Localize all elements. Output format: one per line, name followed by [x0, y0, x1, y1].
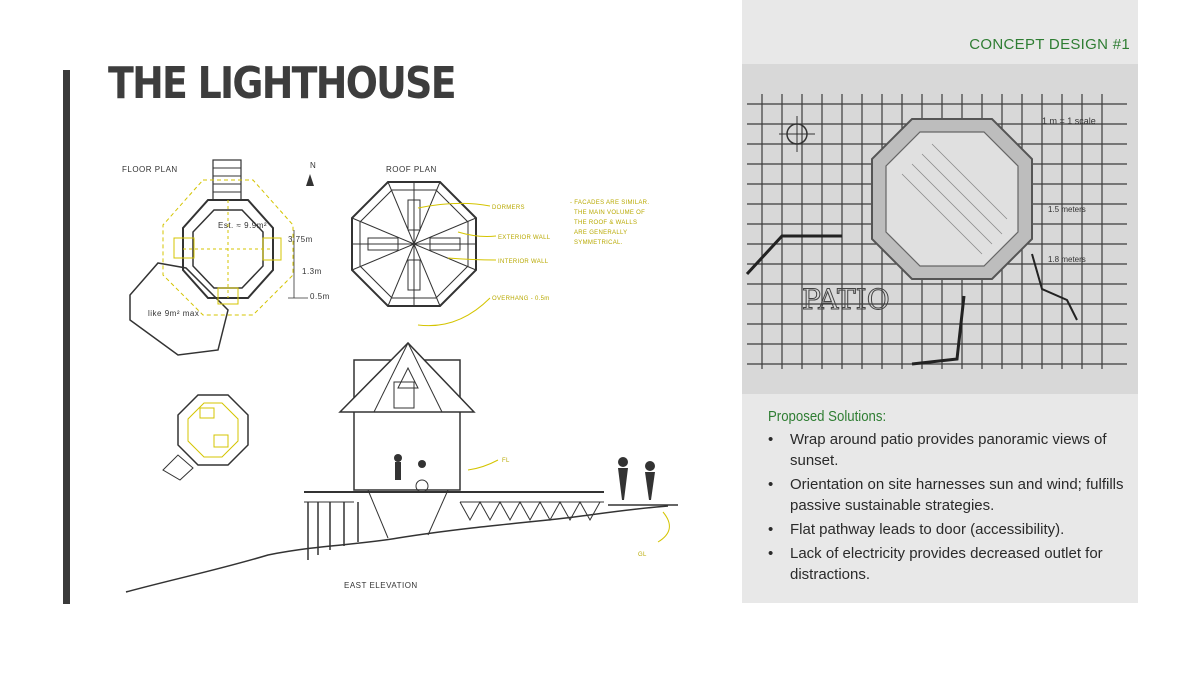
slide-title: THE LIGHTHOUSE: [108, 58, 455, 109]
dimension-2: 1.3m: [302, 267, 322, 276]
floor-area-label: Est. ≈ 9.9m²: [218, 221, 268, 230]
solutions-heading: Proposed Solutions:: [768, 408, 887, 425]
deck-area-label: like 9m² max: [148, 309, 200, 318]
bullet-icon: •: [768, 521, 774, 538]
solution-item: [768, 543, 1128, 585]
grid-paper-sketch: [742, 64, 1138, 394]
floor-level-label: FL: [502, 458, 510, 464]
east-elevation-sketch: [126, 343, 678, 592]
roof-note-dormers: DORMERS: [492, 205, 525, 211]
concept-sketches: [118, 150, 698, 610]
solution-item: [768, 429, 1128, 471]
facade-note-line-2: THE MAIN VOLUME OF: [574, 210, 646, 216]
floor-plan-label: FLOOR PLAN: [122, 165, 178, 174]
roof-note-overhang: OVERHANG - 0.5m: [492, 296, 550, 302]
solution-text: Wrap around patio provides panoramic views of sunset.: [790, 431, 1107, 469]
roof-note-exterior-wall: EXTERIOR WALL: [498, 235, 551, 241]
facade-note-line-3: THE ROOF & WALLS: [574, 220, 638, 226]
solution-item: [768, 474, 1128, 516]
north-arrow-icon: [306, 174, 314, 186]
roof-plan-label: ROOF PLAN: [386, 165, 437, 174]
concept-panel: [742, 0, 1138, 603]
facade-note-line-1: - FACADES ARE SIMILAR.: [570, 200, 650, 206]
bullet-icon: •: [768, 431, 774, 448]
facade-note-line-4: ARE GENERALLY: [574, 230, 628, 236]
small-plan-sketch: [163, 395, 248, 480]
dimension-1: 3.75m: [288, 235, 313, 244]
solution-item: [768, 519, 1128, 540]
east-elevation-label: EAST ELEVATION: [344, 581, 418, 590]
roof-plan-sketch: [352, 165, 649, 326]
grid-scale-note: 1 m = 1 scale: [1042, 116, 1096, 126]
grid-dimension-a: 1.5 meters: [1048, 205, 1086, 214]
roof-note-interior-wall: INTERIOR WALL: [498, 259, 549, 265]
grid-dimension-b: 1.8 meters: [1048, 255, 1086, 264]
patio-label: PATIO: [802, 283, 890, 316]
floor-plan-sketch: [122, 160, 330, 355]
solution-text: Orientation on site harnesses sun and wind; fulfills passive sustainable strategies.: [790, 476, 1124, 514]
bullet-icon: •: [768, 476, 774, 493]
solutions-list: [768, 429, 1128, 585]
solution-text: Lack of electricity provides decreased outlet for distractions.: [790, 545, 1103, 583]
north-label: N: [310, 161, 317, 170]
proposed-solutions: [768, 408, 1128, 588]
concept-design-label: CONCEPT DESIGN #1: [969, 36, 1130, 53]
title-accent-bar: [63, 70, 70, 604]
ground-level-label: GL: [638, 552, 647, 558]
solution-text: Flat pathway leads to door (accessibility).: [790, 521, 1065, 538]
facade-note-line-5: SYMMETRICAL.: [574, 240, 623, 246]
dimension-3: 0.5m: [310, 292, 330, 301]
bullet-icon: •: [768, 545, 774, 562]
